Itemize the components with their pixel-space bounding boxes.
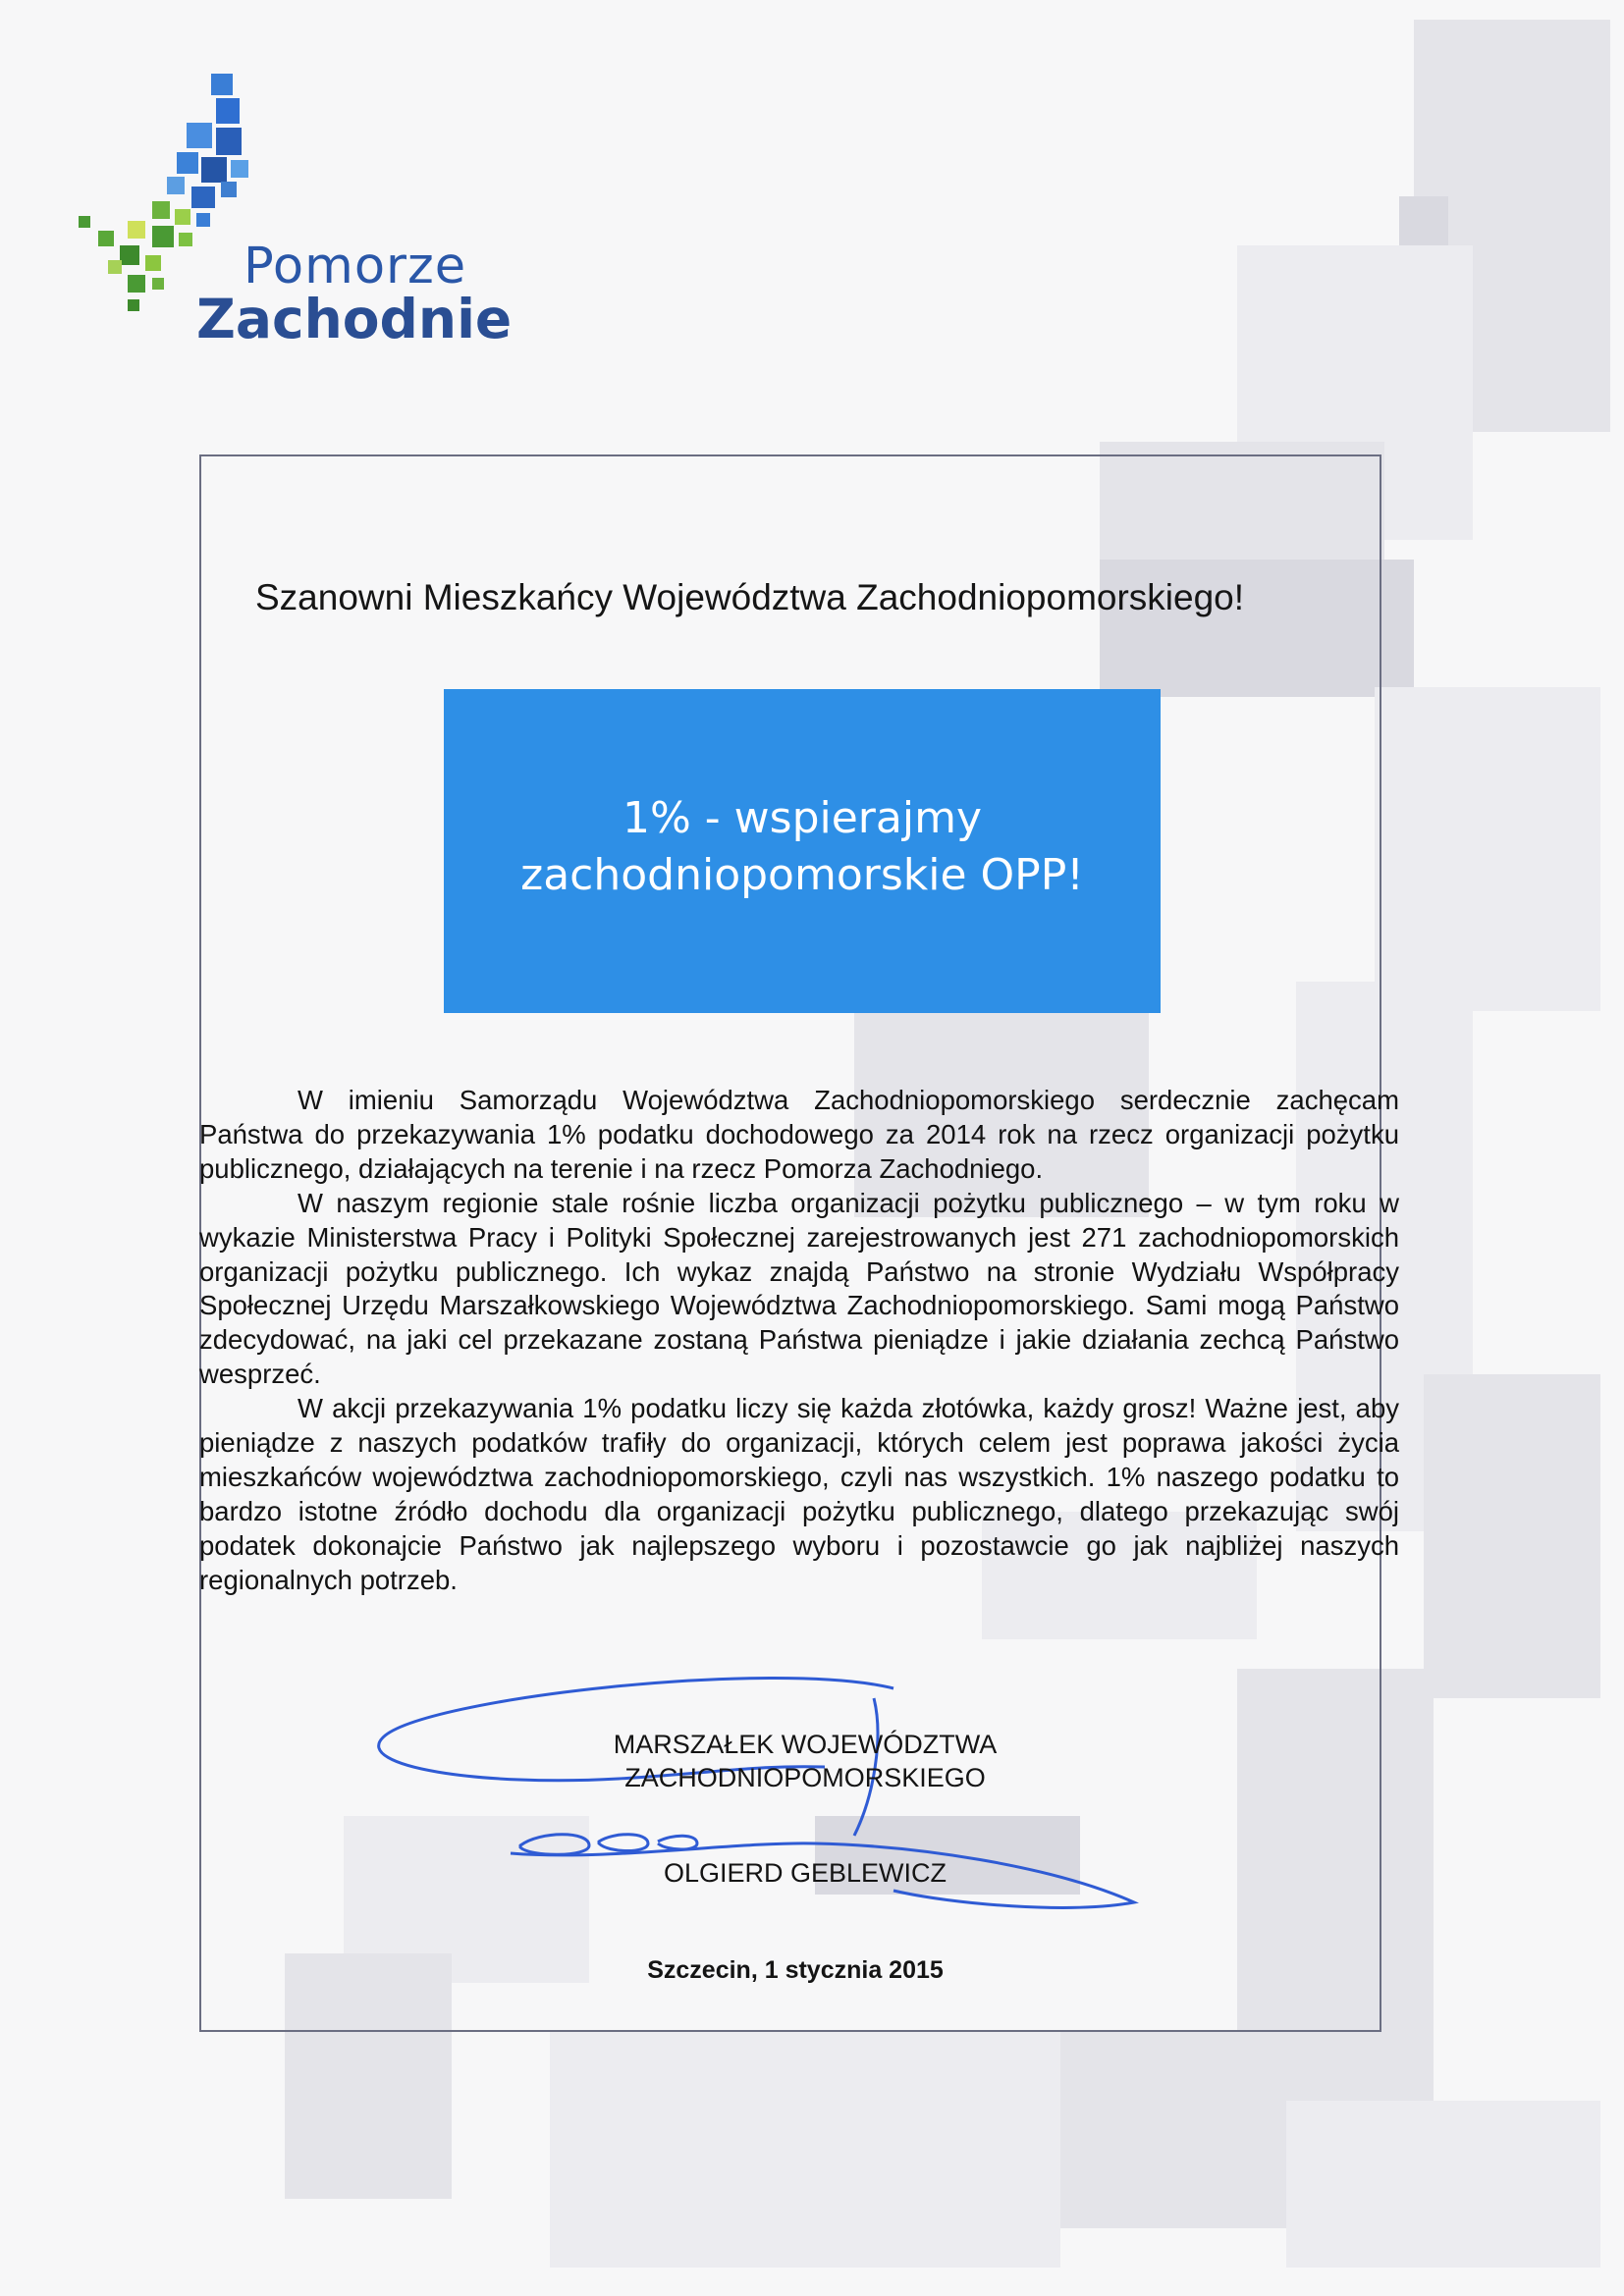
logo	[59, 54, 513, 368]
signature-title	[569, 1728, 1041, 1794]
signatory-name: OLGIERD GEBLEWICZ	[663, 1858, 947, 1888]
place-and-date: Szczecin, 1 stycznia 2015	[647, 1956, 944, 1984]
paragraph-2: W naszym regionie stale rośnie liczba organizacji pożytku publicznego – w tym roku w wykazie Ministerstwa Pracy i Polityki Społecznej zarejestrowanych jest 271 zachodniopomorskich organizacji pożytku publicznego. Ich wykaz znajdą Państwo na stronie Wydziału Współpracy Społecznej Urzędu Marszałkowskiego Województwa Zachodniopomorskiego. Sami mogą Państwo zdecydować, na jaki cel przekazane zostaną Państwa pieniądze i jakie działania zechcą Państwo wesprzeć.	[199, 1187, 1399, 1390]
letter-body	[199, 1084, 1399, 1598]
campaign-banner	[444, 689, 1161, 1013]
logo-text-pomorze: Pomorze	[244, 238, 467, 295]
logo-text-zachodnie: Zachodnie	[196, 288, 513, 350]
signature-title-line-1: MARSZAŁEK WOJEWÓDZTWA	[613, 1730, 998, 1759]
banner-line-2: zachodniopomorskie OPP!	[520, 850, 1084, 900]
paragraph-3: W akcji przekazywania 1% podatku liczy się każda złotówka, każdy grosz! Ważne jest, aby pieniądze z naszych podatków trafiły do organizacji, których celem jest poprawa jakości życia mieszkańców województwa zachodniopomorskiego, czyli nas wszystkich. 1% naszego podatku to bardzo istotne źródło dochodu dla organizacji pożytku publicznego, dlatego przekazując swój podatek dokonajcie Państwo jak najlepszego wyboru i pozostawcie go jak najbliżej naszych regionalnych potrzeb.	[199, 1393, 1399, 1595]
banner-line-1: 1% - wspierajmy	[623, 793, 982, 843]
signature-title-line-2: ZACHODNIOPOMORSKIEGO	[624, 1763, 986, 1792]
paragraph-1: W imieniu Samorządu Województwa Zachodniopomorskiego serdecznie zachęcam Państwa do przekazywania 1% podatku dochodowego za 2014 rok na rzecz organizacji pożytku publicznego, działających na terenie i na rzecz Pomorza Zachodniego.	[199, 1085, 1399, 1184]
banner-text	[444, 790, 1161, 904]
greeting-heading: Szanowni Mieszkańcy Województwa Zachodniopomorskiego!	[255, 577, 1245, 617]
